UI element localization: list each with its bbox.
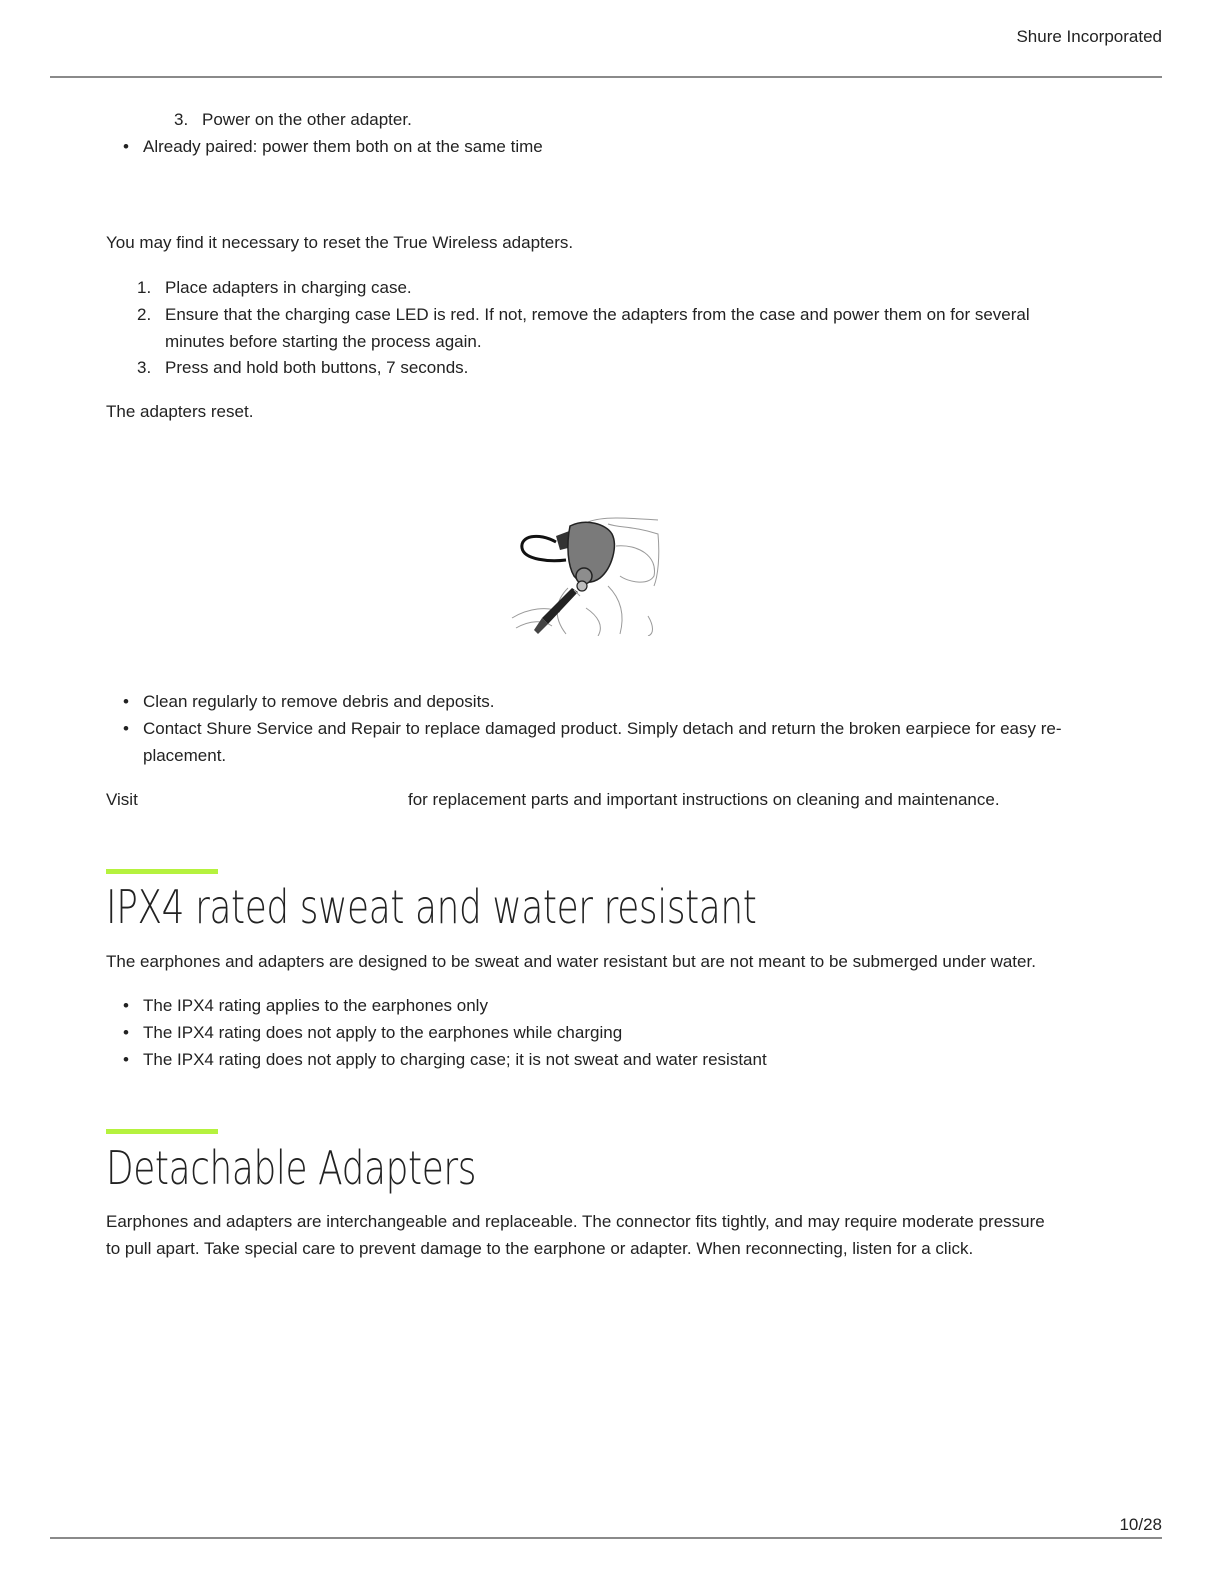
care-bullet-1 <box>123 688 495 715</box>
already-paired-text: Already paired: power them both on at the same time <box>143 137 543 156</box>
reset-intro: You may find it necessary to reset the True Wireless adapters. <box>106 233 574 252</box>
reset-result: The adapters reset. <box>106 402 254 421</box>
reset-step-1-text: Place adapters in charging case. <box>165 278 412 297</box>
pairing-step-3 <box>174 106 412 133</box>
bullet-dot: • <box>123 719 129 738</box>
detachable-line-2: to pull apart. Take special care to prevent damage to the earphone or adapter. When reconnecting, listen for a click. <box>106 1239 974 1258</box>
reset-step-2 <box>137 301 1030 355</box>
header-rule <box>50 76 1162 78</box>
care-bullet-2 <box>123 715 1062 769</box>
ipx4-bullet-3 <box>123 1046 767 1073</box>
ipx4-heading: IPX4 rated sweat and water resistant <box>106 880 757 934</box>
reset-step-3-number: 3. <box>137 358 152 377</box>
ipx4-bullet-2 <box>123 1019 623 1046</box>
detachable-accent-bar <box>106 1129 218 1134</box>
reset-step-3 <box>137 354 469 381</box>
care-bullet-2-text-cont: placement. <box>143 746 227 765</box>
ipx4-bullet-1 <box>123 992 488 1019</box>
earphone-cleaning-illustration <box>508 516 660 636</box>
care-bullet-2-text: Contact Shure Service and Repair to replace damaged product. Simply detach and return the broken earpiece for easy re- <box>143 719 1062 738</box>
header-company-name: Shure Incorporated <box>1016 27 1162 46</box>
care-bullet-1-text: Clean regularly to remove debris and deposits. <box>143 692 495 711</box>
ipx4-bullet-1-text: The IPX4 rating applies to the earphones only <box>143 996 488 1015</box>
bullet-dot: • <box>123 996 129 1015</box>
reset-step-2-text: Ensure that the charging case LED is red. If not, remove the adapters from the case and power them on for several <box>165 305 1030 324</box>
ipx4-bullet-2-text: The IPX4 rating does not apply to the earphones while charging <box>143 1023 623 1042</box>
reset-step-2-text-cont: minutes before starting the process again. <box>165 332 482 351</box>
footer-rule <box>50 1537 1162 1539</box>
reset-step-2-number: 2. <box>137 305 152 324</box>
detachable-heading: Detachable Adapters <box>106 1141 477 1195</box>
already-paired-bullet <box>123 133 543 160</box>
reset-step-3-text: Press and hold both buttons, 7 seconds. <box>165 358 469 377</box>
detachable-line-1: Earphones and adapters are interchangeable and replaceable. The connector fits tightly, and may require moderate pressure <box>106 1212 1045 1231</box>
visit-suffix: for replacement parts and important instructions on cleaning and maintenance. <box>408 790 1000 809</box>
page-number: 10/28 <box>1119 1515 1162 1534</box>
ipx4-intro: The earphones and adapters are designed to be sweat and water resistant but are not meant to be submerged under water. <box>106 952 1036 971</box>
pairing-step-3-text: Power on the other adapter. <box>202 110 412 129</box>
bullet-dot: • <box>123 137 129 156</box>
bullet-dot: • <box>123 1023 129 1042</box>
pairing-step-3-number: 3. <box>174 110 189 129</box>
reset-step-1 <box>137 274 412 301</box>
ipx4-accent-bar <box>106 869 218 874</box>
bullet-dot: • <box>123 1050 129 1069</box>
ipx4-bullet-3-text: The IPX4 rating does not apply to charging case; it is not sweat and water resistant <box>143 1050 767 1069</box>
bullet-dot: • <box>123 692 129 711</box>
visit-prefix: Visit <box>106 790 138 809</box>
reset-step-1-number: 1. <box>137 278 152 297</box>
